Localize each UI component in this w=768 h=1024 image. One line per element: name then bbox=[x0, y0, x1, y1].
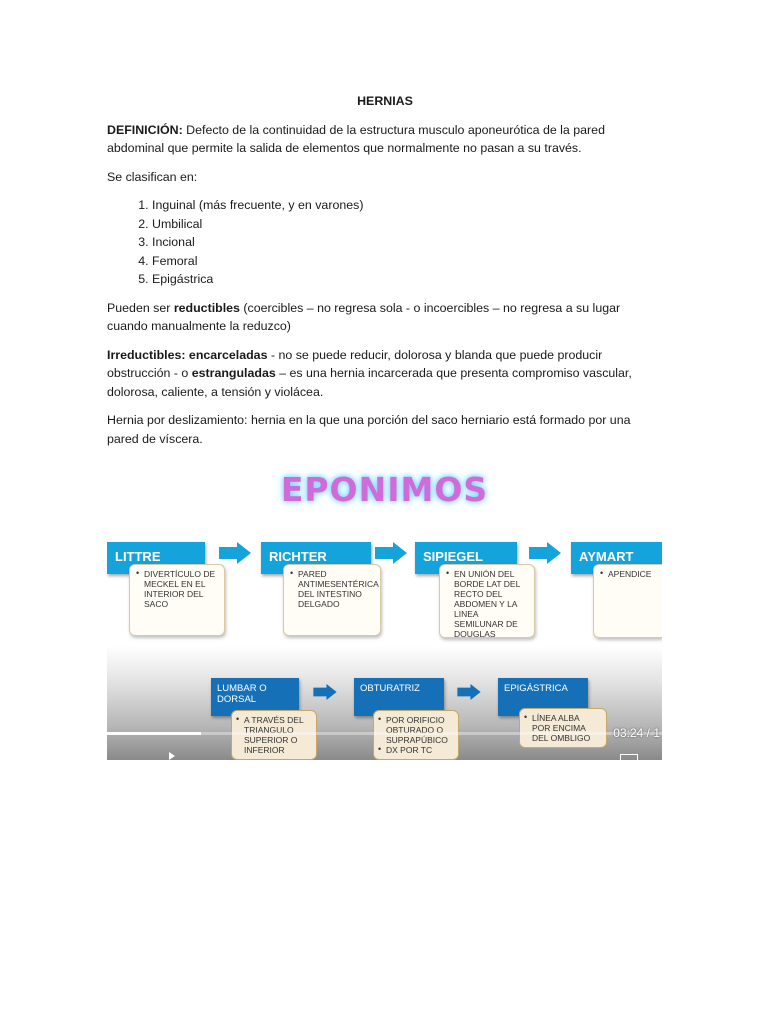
reductible-paragraph bbox=[107, 299, 663, 336]
list-item: 5. Epigástrica bbox=[152, 270, 663, 289]
tab-richter: RICHTER bbox=[261, 542, 371, 574]
reductible-pre: Pueden ser bbox=[107, 300, 174, 315]
arrow-right-icon bbox=[529, 542, 561, 564]
tab-aymart: AYMART bbox=[571, 542, 662, 574]
document-title: HERNIAS bbox=[357, 94, 413, 108]
irreductible-mid: - no se puede reducir, dolorosa y blanda que puede producir obstrucción - o bbox=[107, 347, 603, 380]
play-icon[interactable] bbox=[169, 752, 175, 760]
definition-text: Defecto de la continuidad de la estructura musculo aponeurótica de la pared abdominal que permite la salida de elementos que normalmente no pasan a su través. bbox=[107, 122, 605, 155]
bullet-icon: • bbox=[290, 568, 294, 578]
tab-lumbar: LUMBAR O DORSAL bbox=[211, 678, 299, 716]
card-text: LÍNEA ALBA POR ENCIMA DEL OMBLIGO bbox=[532, 713, 591, 743]
video-progress-fill bbox=[107, 732, 201, 735]
card-littre bbox=[129, 564, 225, 636]
bullet-icon: • bbox=[136, 568, 140, 578]
card-text: PARED ANTIMESENTÉRICA DEL INTESTINO DELGADO bbox=[298, 569, 379, 609]
card-text: APENDICE bbox=[608, 569, 652, 579]
reductible-post: (coercibles – no regresa sola - o incoercibles – no regresa a su lugar cuando manualmente la reduzco) bbox=[107, 300, 621, 333]
card-text: POR ORIFICIO OBTURADO O SUPRAPÚBICO bbox=[386, 715, 448, 745]
bullet-icon: • bbox=[236, 714, 240, 724]
card-text: DIVERTÍCULO DE MECKEL EN EL INTERIOR DEL SACO bbox=[144, 569, 216, 609]
card-obturatriz bbox=[373, 710, 459, 760]
card-epigastrica bbox=[519, 708, 607, 748]
list-item: 3. Incional bbox=[152, 233, 663, 252]
card-text: EN UNIÓN DEL BORDE LAT DEL RECTO DEL ABDOMEN Y LA LINEA SEMILUNAR DE DOUGLAS bbox=[454, 569, 520, 639]
card-text: DX POR TC bbox=[386, 745, 433, 755]
card-text: A TRAVÉS DEL TRIANGULO SUPERIOR O INFERIOR bbox=[244, 715, 304, 755]
definition-label: DEFINICIÓN: bbox=[107, 122, 183, 137]
embedded-video[interactable] bbox=[107, 460, 662, 760]
tab-obturatriz: OBTURATRIZ bbox=[354, 678, 444, 716]
arrow-right-icon bbox=[457, 684, 481, 700]
video-progress-bar[interactable] bbox=[107, 732, 662, 735]
card-lumbar bbox=[231, 710, 317, 760]
list-item: 4. Femoral bbox=[152, 252, 663, 271]
tab-epigastrica: EPIGÁSTRICA bbox=[498, 678, 588, 716]
reductible-bold: reductibles bbox=[173, 300, 240, 315]
eponimos-heading: EPONIMOS bbox=[280, 470, 489, 509]
list-item: 2. Umbilical bbox=[152, 215, 663, 234]
bullet-icon: • bbox=[378, 744, 382, 754]
document-body bbox=[107, 92, 663, 458]
estranguladas-bold: estranguladas bbox=[191, 366, 276, 380]
card-aymart bbox=[593, 564, 662, 638]
tab-sipiegel: SIPIEGEL bbox=[415, 542, 517, 574]
irreductible-bold: Irreductibles: encarceladas bbox=[107, 347, 268, 362]
fullscreen-icon[interactable] bbox=[620, 754, 638, 760]
hernia-types-list bbox=[107, 196, 663, 289]
sliding-paragraph: Hernia por deslizamiento: hernia en la que una porción del saco herniario está formado por una pared de víscera. bbox=[107, 413, 631, 446]
definition-paragraph bbox=[107, 121, 663, 158]
list-item: 1. Inguinal (más frecuente, y en varones) bbox=[152, 196, 663, 215]
card-sipiegel bbox=[439, 564, 535, 638]
arrow-right-icon bbox=[219, 542, 251, 564]
arrow-right-icon bbox=[375, 542, 407, 564]
card-richter bbox=[283, 564, 381, 636]
bullet-icon: • bbox=[446, 568, 450, 578]
bullet-icon: • bbox=[378, 714, 382, 724]
tab-littre: LITTRE bbox=[107, 542, 205, 574]
bullet-icon: • bbox=[600, 568, 604, 578]
classify-intro: Se clasifican en: bbox=[107, 169, 198, 184]
bullet-icon: • bbox=[524, 712, 528, 722]
irreductible-paragraph bbox=[107, 346, 663, 402]
irreductible-post: – es una hernia incarcerada que presenta compromiso vascular, dolorosa, caliente, a tensión y violácea. bbox=[107, 366, 632, 399]
arrow-right-icon bbox=[313, 684, 337, 700]
video-timecode: 03:24 / 1 bbox=[613, 726, 660, 740]
